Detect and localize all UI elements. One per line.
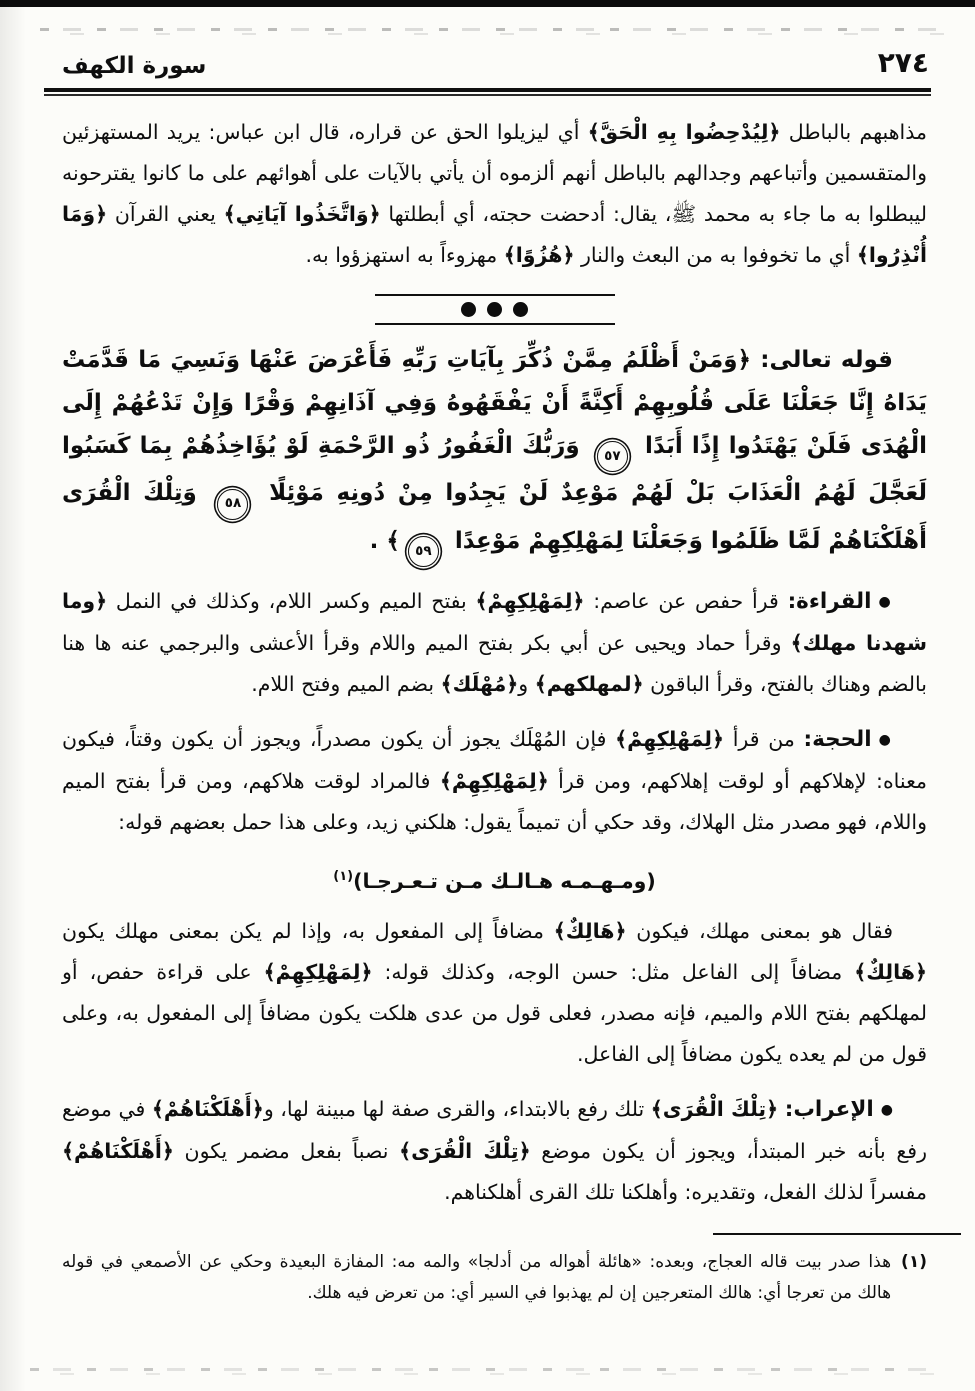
three-dots-divider (375, 294, 615, 325)
scan-noise-top (40, 24, 947, 37)
hujjah-label: الحجة: (803, 726, 872, 752)
quran-verse-text: ﴿وَمَنْ أَظْلَمُ مِمَّنْ ذُكِّرَ بِآيَاتِ رَبِّهِ فَأَعْرَضَ عَنْهَا وَنَسِيَ مَا قَدَّمَتْ يَدَاهُ إِنَّا جَعَلْنَا عَلَى قُلُوبِهِمْ أَكِنَّةً أَنْ يَفْقَهُوهُ وَفِي آذَانِهِمْ وَقْرًا وَإِنْ تَدْعُهُمْ إِلَى الْهُدَى فَلَنْ يَهْتَدُوا إِذًا أَبَدًا ٥٧ وَرَبُّكَ الْغَفُورُ ذُو الرَّحْمَةِ لَوْ يُؤَاخِذُهُمْ بِمَا كَسَبُوا لَعَجَّلَ لَهُمُ الْعَذَابَ بَلْ لَهُمْ مَوْعِدٌ لَنْ يَجِدُوا مِنْ دُونِهِ مَوْئِلًا ٥٨ وَتِلْكَ الْقُرَى أَهْلَكْنَاهُمْ لَمَّا ظَلَمُوا وَجَعَلْنَا لِمَهْلِكِهِمْ مَوْعِدًا ٥٩﴾ . (62, 347, 927, 554)
divider-dot-icon (487, 302, 502, 317)
bullet-icon: ● (878, 731, 893, 748)
divider-dots (375, 296, 615, 323)
hujjah-text: من قرأ ﴿لِمَهْلِكِهِمْ﴾ فإن المُهْلَك يجوز أن يكون مصدراً، ويجوز أن يكون وقتاً، فيكون معناه: لإهلاكهم أو لوقت إهلاكهم، ومن قرأ ﴿لِمَهْلِكِهِمْ﴾ فالمراد لوقت هلاكهم، ومن قرأ بفتح الميم واللام، فهو مصدر مثل الهلاك، وقد حكي أن تميماً يقول: هلكني زيد، وعلى هذا حمل بعضهم قوله: (62, 726, 927, 834)
irab-label: الإعراب: (784, 1096, 874, 1122)
header-rule (44, 88, 931, 96)
qiraah-label: القراءة: (787, 588, 872, 614)
irab-text: ﴿تِلْكَ الْقُرَى﴾ تلك رفع بالابتداء، والقرى صفة لها مبينة لها، و﴿أَهْلَكْنَاهُمْ﴾ في موضع رفع بأنه خبر المبتدأ، ويجوز أن يكون موضع ﴿تِلْكَ الْقُرَى﴾ نصباً بفعل مضمر يكون ﴿أَهْلَكْنَاهُمْ﴾ مفسراً لذلك الفعل، وتقديره: وأهلكنا تلك القرى أهلكناهم. (62, 1096, 928, 1204)
bullet-icon: ● (878, 593, 893, 610)
poetry-footnote-ref: (١) (333, 868, 354, 884)
bullet-icon: ● (880, 1101, 893, 1118)
footnote-separator (713, 1233, 961, 1235)
verse-number-medallion: ٥٩ (408, 536, 439, 567)
irab-section (62, 1089, 927, 1213)
page-header (62, 46, 929, 79)
divider-dot-icon (513, 302, 528, 317)
hujjah-section (62, 719, 927, 843)
poetry-text: (ومـهـمـه هـالـك مـن تـعـرجـا) (353, 868, 656, 893)
footnote-text: هذا صدر بيت قاله العجاج، وبعده: «هائلة أهواله من أدلجا» والمه مه: المفازة البعيدة وحكي عن الأصمعي في قوله هالك من تعرجا أي: هالك المتعرجين إن لم يهذبوا في السير أي: من تعرض فيه هلك. (62, 1251, 892, 1303)
scan-noise-bottom (30, 1364, 941, 1377)
qiraah-section (62, 581, 927, 705)
poetry-line (62, 856, 927, 902)
quran-verse-paragraph (62, 339, 927, 567)
divider-dot-icon (461, 302, 476, 317)
qiraah-text: قرأ حفص عن عاصم: ﴿لِمَهْلِكِهِمْ﴾ بفتح الميم وكسر اللام، وكذلك في النمل ﴿وما شهدنا مهلك﴾ وقرأ حماد ويحيى عن أبي بكر بفتح الميم واللام وقرأ الأعشى والبرجمي عنه ها هنا بالضم وهناك بالفتح، وقرأ الباقون ﴿لمهلكهم﴾ و﴿مُهْلَك﴾ بضم الميم وفتح اللام. (62, 588, 927, 696)
after-poetry-paragraph: فقال هو بمعنى مهلك، فيكون ﴿هَالِكٌ﴾ مضافاً إلى المفعول به، وإذا لم يكن بمعنى مهلك يكون ﴿هَالِكٌ﴾ مضافاً إلى الفاعل مثل: حسن الوجه، وكذلك قوله: ﴿لِمَهْلِكِهِمْ﴾ على قراءة حفص، أو لمهلكهم بفتح اللام والميم، فإنه مصدر، فعلى قول من عدى هلكت يكون مضافاً إلى المفعول به، وعلى قول من لم يعده يكون مضافاً إلى الفاعل. (62, 918, 927, 1066)
page-content (0, 96, 975, 1213)
footnote-marker: (١) (901, 1251, 927, 1272)
footnote (62, 1247, 927, 1309)
verse-lead-label: قوله تعالى: (760, 347, 893, 373)
verse-number-medallion: ٥٨ (217, 489, 248, 520)
verse-number-medallion: ٥٧ (597, 441, 628, 472)
surah-title: سورة الكهف (62, 53, 207, 79)
divider-line-bottom (375, 323, 615, 325)
page-edge-shade (0, 0, 26, 1391)
intro-paragraph: مذاهبهم بالباطل ﴿لِيُدْحِضُوا بِهِ الْحَقَّ﴾ أي ليزيلوا الحق عن قراره، قال ابن عباس: يريد المستهزئين والمتقسمين وأتباعهم وجدالهم بالباطل أنهم ألزموه أن يأتي بالآيات على أهوائهم على ما كانوا يقترحونه ليبطلوا به ما جاء به محمد ﷺ، يقال: أدحضت حجته، أي أبطلتها ﴿وَاتَّخَذُوا آيَاتِي﴾ يعني القرآن ﴿وَمَا أُنْذِرُوا﴾ أي ما تخوفوا به من البعث والنار ﴿هُزُوًا﴾ مهزوءاً به استهزؤوا به. (62, 120, 927, 267)
top-border-bar (0, 0, 975, 7)
page-number: ٢٧٤ (877, 46, 929, 79)
